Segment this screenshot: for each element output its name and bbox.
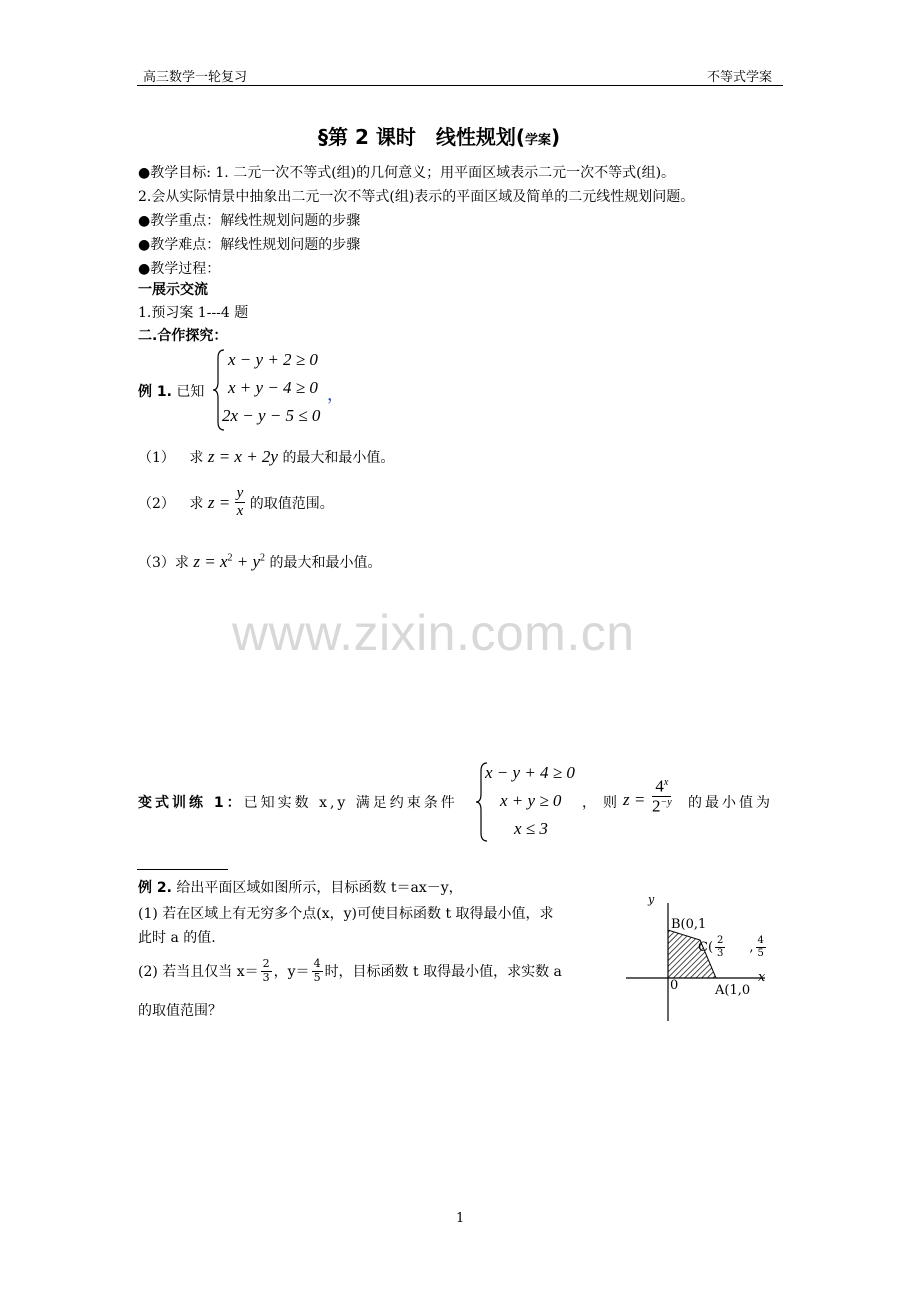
point-c-x-num: 2: [717, 935, 724, 946]
variant-1-den-base: 2: [652, 797, 661, 816]
point-c-pre: C(: [698, 939, 714, 955]
point-c-x-fraction: [715, 935, 725, 959]
variant-1-den-exp: −y: [660, 797, 672, 809]
example-2-intro-text: 给出平面区域如图所示，目标函数 t＝ax－y，: [176, 880, 463, 896]
difficult-point: ●教学难点：解线性规划问题的步骤: [138, 237, 361, 253]
example-2-part-2: [138, 958, 562, 984]
q2-post: 的取值范围。: [249, 495, 334, 512]
point-c-comma: ,: [749, 939, 754, 955]
q2-fraction: [235, 485, 246, 521]
point-c-y-fraction: [756, 935, 766, 959]
header-right: 不等式学案: [707, 70, 773, 85]
q3-number: （3）求: [138, 555, 189, 571]
example-2-part-1a: (1) 若在区域上有无穷多个点(x，y)可使目标函数 t 取得最小值，求: [138, 906, 554, 922]
watermark: www.zixin.com.cn: [232, 605, 635, 661]
section-1-item: 1.预习案 1---4 题: [138, 305, 249, 321]
q2-number: （2）: [138, 495, 175, 512]
point-c-x-den: 3: [717, 947, 724, 959]
graph-x-label: x: [758, 970, 766, 985]
title-small: 学案: [524, 133, 551, 148]
example-1-q1: [138, 447, 394, 467]
variant-1-label: 变式训练 1：: [138, 795, 244, 811]
p2-y-num: 4: [313, 957, 321, 970]
example-1-label: 例 1.: [138, 384, 172, 400]
q3-expr-a: z = x: [193, 552, 228, 571]
graph-point-a: A(1,0: [715, 983, 751, 998]
q3-sup-1: 2: [227, 552, 233, 564]
example-1-line-3: 2x − y − 5 ≤ 0: [222, 406, 321, 425]
header-rule: [137, 85, 783, 86]
graph-point-b: B(0,1: [671, 917, 707, 932]
p2-x-fraction: [261, 958, 272, 984]
variant-1-line-1: x − y + 4 ≥ 0: [485, 763, 575, 782]
q3-post: 的最大和最小值。: [269, 555, 382, 571]
variant-1-fraction: [652, 777, 672, 817]
p2-y-fraction: [312, 958, 323, 984]
variant-1-num-exp: x: [663, 777, 669, 788]
example-1-intro: [138, 381, 204, 401]
q1-number: （1）: [138, 450, 175, 466]
variant-1-line-2: x + y ≥ 0: [500, 791, 562, 810]
example-2-intro: [138, 877, 463, 897]
header-left: 高三数学一轮复习: [143, 70, 248, 85]
section-2-heading: 二.合作探究：: [138, 328, 228, 344]
variant-1-frac-den: [652, 797, 672, 816]
variant-1-body: 已知实数 x,y 满足约束条件: [243, 795, 458, 811]
footnote-rule: [137, 869, 228, 870]
page-title: [318, 121, 560, 150]
q3-sup-2: 2: [260, 552, 266, 564]
q1-post: 的最大和最小值。: [282, 450, 395, 466]
example-2-part-2b: 的取值范围？: [138, 1003, 222, 1019]
q2-fraction-numerator: y: [235, 485, 246, 503]
example-1-q3: [138, 552, 382, 572]
variant-1-num-base: 4: [655, 776, 664, 796]
variant-1-lhs: z =: [623, 790, 646, 809]
key-point: ●教学重点：解线性规划问题的步骤: [138, 213, 361, 229]
q1-pre: 求: [189, 450, 204, 466]
variant-1-then: ， 则: [582, 795, 617, 811]
variant-1-post: 的最小值为: [688, 795, 773, 811]
p2-y-den: 5: [313, 970, 321, 984]
variant-1-frac-num: [652, 777, 671, 797]
title-main: §第 2 课时 线性规划(: [318, 125, 525, 149]
q2-fraction-denominator: x: [236, 503, 244, 520]
example-2-part-1b: 此时 a 的值.: [138, 930, 216, 946]
title-end: ): [551, 125, 561, 149]
example-1-comma: ，: [327, 385, 344, 404]
p2-x-num: 2: [262, 957, 270, 970]
p2-mid: ，y＝: [273, 964, 310, 981]
example-2-label: 例 2.: [138, 880, 172, 896]
variant-1-line-3: x ≤ 3: [514, 819, 548, 838]
q3-expr-b: + y: [232, 552, 261, 571]
example-1-line-2: x + y − 4 ≥ 0: [228, 378, 318, 397]
q1-expression: z = x + 2y: [207, 447, 278, 466]
example-1-line-1: x − y + 2 ≥ 0: [228, 350, 318, 369]
p2-x-den: 3: [262, 970, 270, 984]
region-graph: [620, 895, 770, 1025]
goal-2: 2.会从实际情景中抽象出二元一次不等式(组)表示的平面区域及简单的二元线性规划问题。: [138, 189, 695, 205]
graph-origin: 0: [670, 978, 679, 993]
example-1-q2: [138, 485, 334, 521]
q3-expression: [193, 552, 265, 571]
point-c-y-num: 4: [757, 935, 764, 946]
p2-pre: (2) 若当且仅当 x＝: [138, 964, 259, 981]
p2-post: 时，目标函数 t 取得最小值，求实数 a: [324, 964, 562, 981]
example-1-intro-text: 已知: [176, 384, 205, 400]
graph-point-c: [698, 935, 766, 959]
process-label: ●教学过程：: [138, 261, 221, 277]
goal-1: ●教学目标: 1. 二元一次不等式(组)的几何意义；用平面区域表示二元一次不等式(组)。: [138, 165, 676, 181]
graph-y-label: y: [648, 893, 655, 906]
q2-lhs: z =: [207, 492, 231, 512]
q2-pre: 求: [189, 495, 204, 512]
variant-1-text: [138, 792, 458, 812]
page-number: 1: [456, 1211, 465, 1226]
point-c-y-den: 5: [757, 947, 764, 959]
section-1-heading: 一展示交流: [138, 282, 208, 298]
